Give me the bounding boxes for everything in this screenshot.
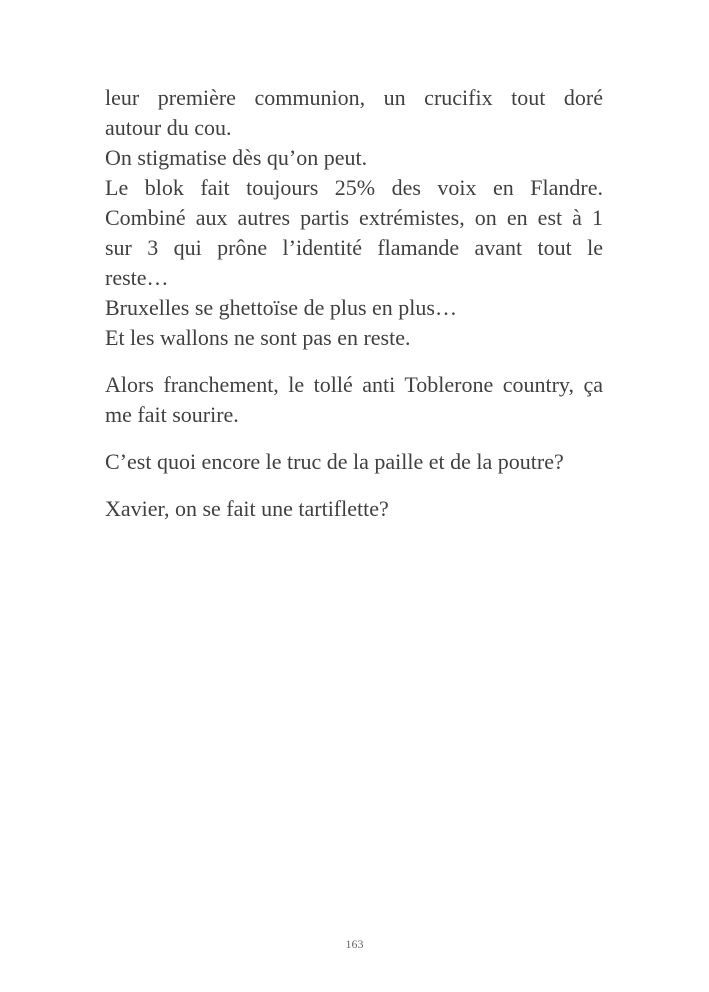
paragraph [105, 447, 603, 477]
text-line: Combiné aux autres partis extrémistes, on en est à 1 [105, 205, 603, 230]
text-line: autour du cou. [105, 115, 232, 140]
text-block [105, 83, 603, 524]
text-line: Et les wallons ne sont pas en reste. [105, 325, 411, 350]
page-number: 163 [345, 937, 364, 951]
text-line: Alors franchement, le tollé anti Toblerone country, ça [105, 372, 603, 397]
paragraph [105, 83, 603, 143]
text-line: Xavier, on se fait une tartiflette? [105, 496, 389, 521]
text-line: leur première communion, un crucifix tout doré [105, 85, 603, 110]
paragraph [105, 143, 603, 173]
paragraph [105, 293, 603, 323]
paragraph [105, 173, 603, 293]
paragraph [105, 323, 603, 353]
text-line: sur 3 qui prône l’identité flamande avant tout le [105, 235, 603, 260]
paragraph [105, 370, 603, 430]
text-line: On stigmatise dès qu’on peut. [105, 145, 368, 170]
text-line: C’est quoi encore le truc de la paille et de la poutre? [105, 449, 564, 474]
paragraph [105, 494, 603, 524]
text-line: Bruxelles se ghettoïse de plus en plus… [105, 295, 457, 320]
text-line: Le blok fait toujours 25% des voix en Flandre. [105, 175, 603, 200]
text-line: reste… [105, 265, 169, 290]
text-line: me fait sourire. [105, 402, 239, 427]
